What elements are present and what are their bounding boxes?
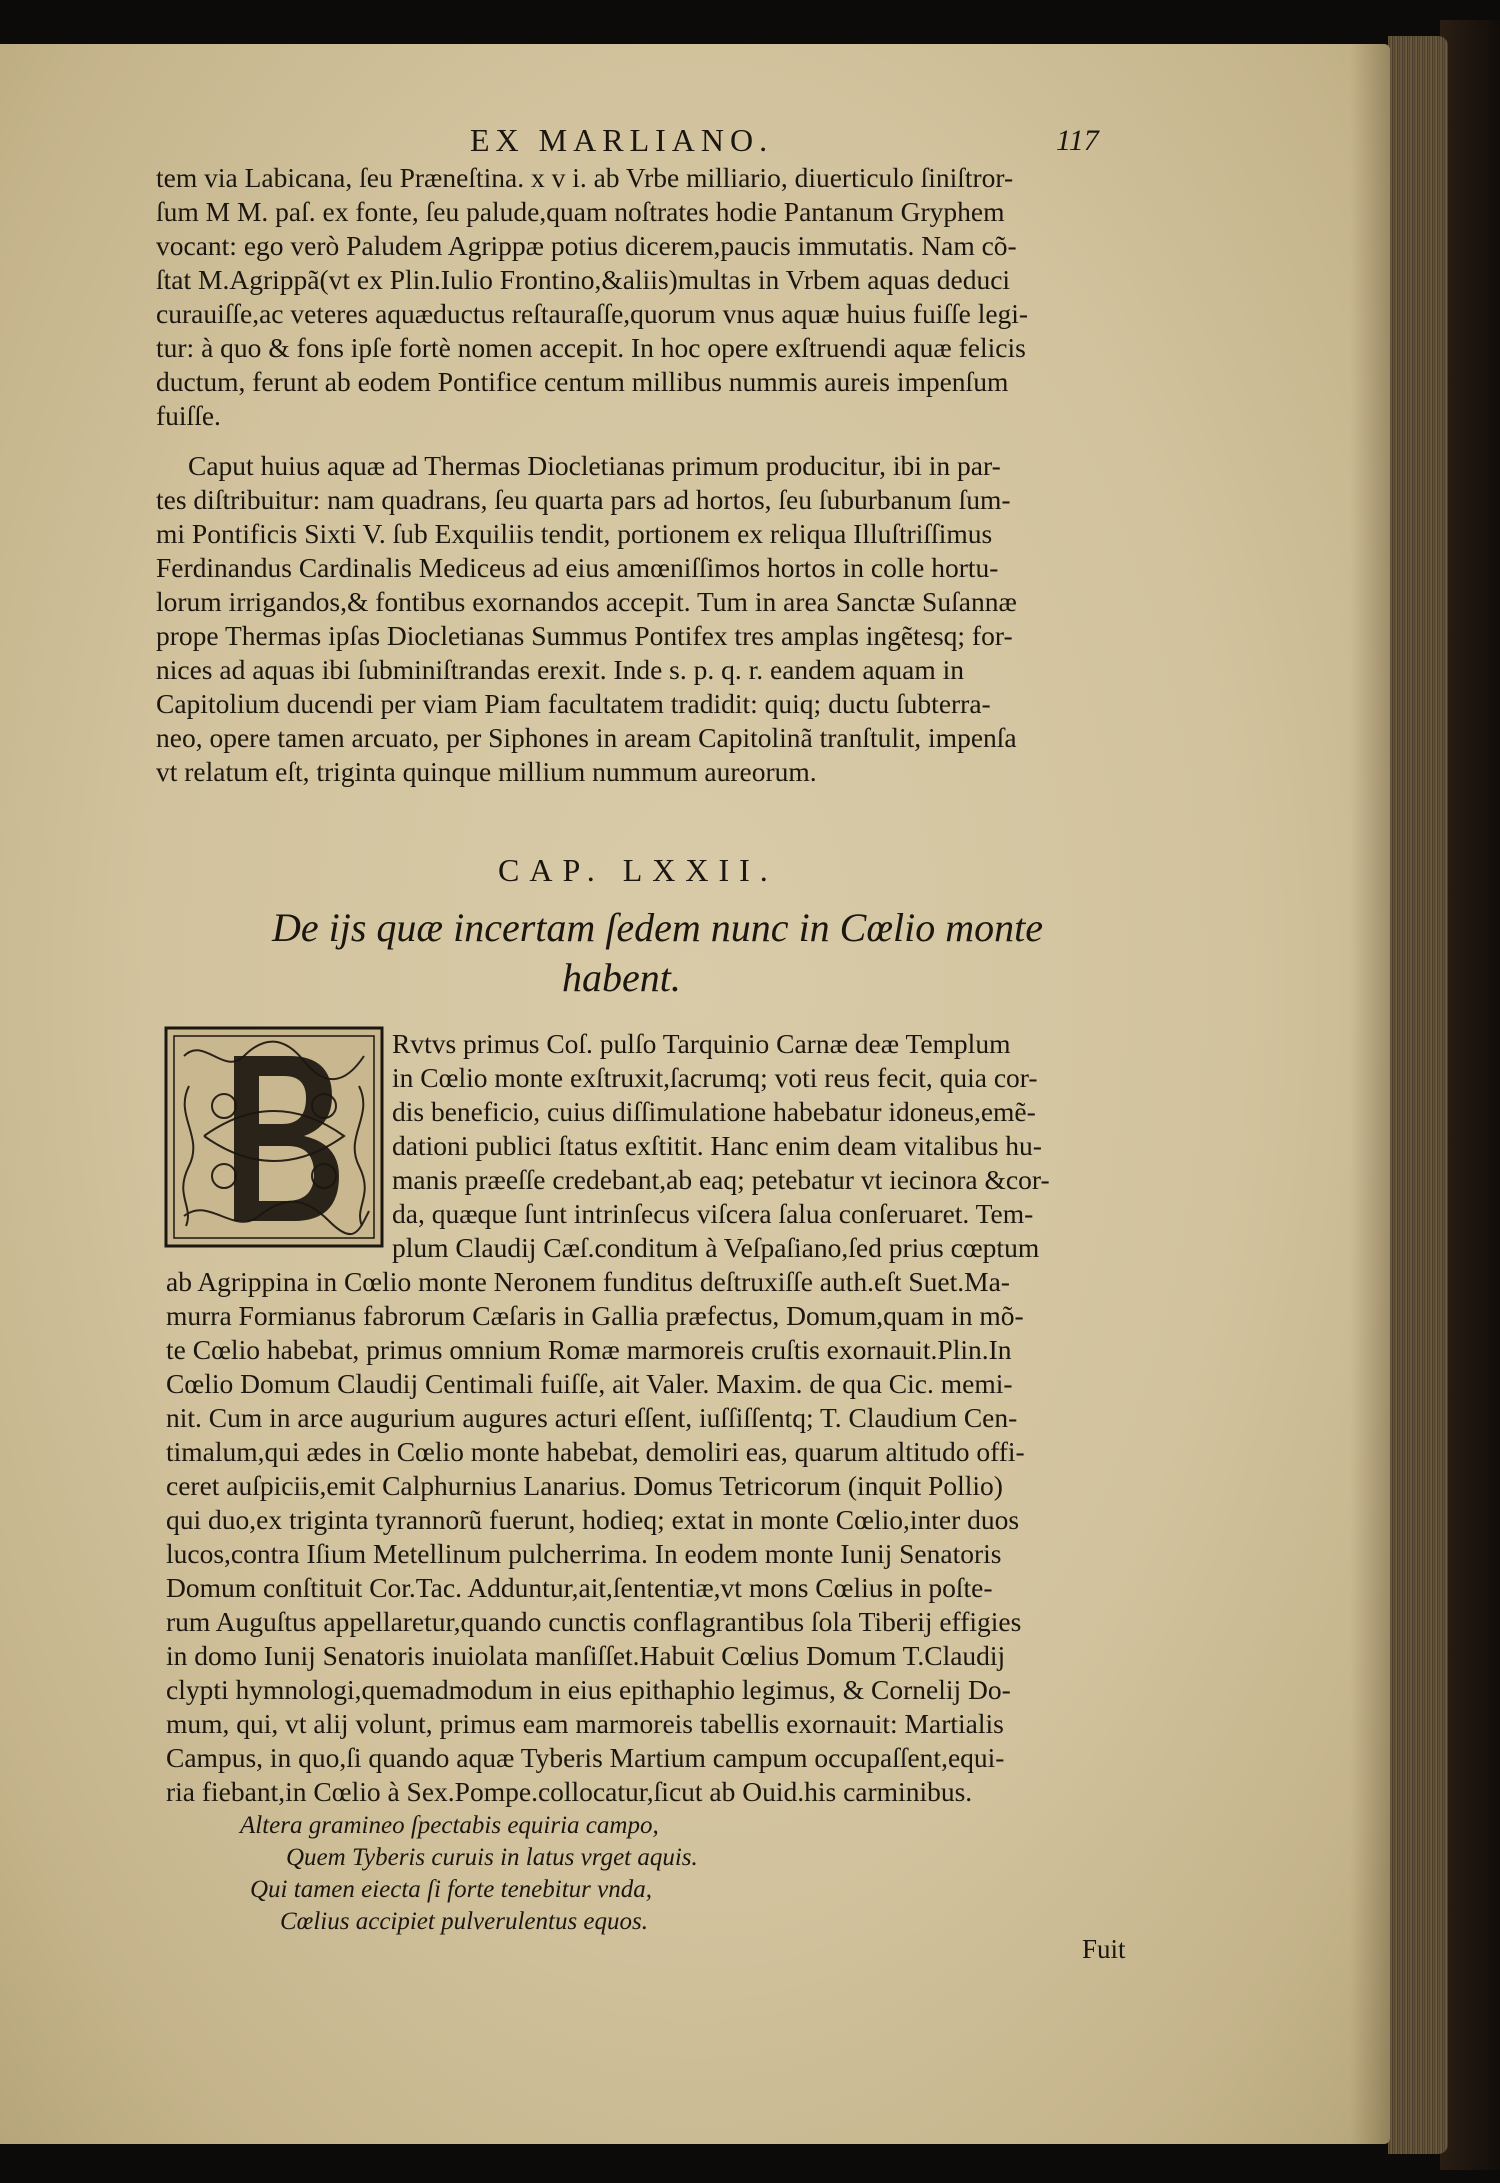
text-line: nices ad aquas ibi ſubminiſtrandas erexit. Inde s. p. q. r. eandem aquam in — [156, 654, 964, 685]
text-line: Cœlio Domum Claudij Centimali fuiſſe, ait Valer. Maxim. de qua Cic. memi- — [166, 1368, 1013, 1399]
text-line: ria fiebant,in Cœlio à Sex.Pompe.collocatur,ſicut ab Ouid.his carminibus. — [166, 1776, 973, 1807]
text-line: Ferdinandus Cardinalis Mediceus ad eius amœniſſimos hortos in colle hortu- — [156, 552, 999, 583]
text-line: Campus, in quo,ſi quando aquæ Tyberis Martium campum occupaſſent,equi- — [166, 1742, 1005, 1773]
page-edges — [1388, 36, 1448, 2154]
text-line: mum, qui, vt alij volunt, primus eam marmoreis tabellis exornauit: Martialis — [166, 1708, 1004, 1739]
text-line: dationi publici ſtatus exſtitit. Hanc enim deam vitalibus hu- — [392, 1130, 1042, 1161]
running-head: EX MARLIANO. — [470, 122, 774, 158]
text-line: lucos,contra Iſium Metellinum pulcherrima. In eodem monte Iunij Senatoris — [166, 1538, 1002, 1569]
text-line: mi Pontificis Sixti V. ſub Exquiliis tendit, portionem ex reliqua Illuſtriſſimus — [156, 518, 993, 549]
text-line: vt relatum eſt, triginta quinque millium nummum aureorum. — [156, 756, 817, 787]
text-line: plum Claudij Cæſ.conditum à Veſpaſiano,ſed prius cœptum — [392, 1232, 1040, 1263]
text-line: Domum conſtituit Cor.Tac. Adduntur,ait,ſententiæ,vt mons Cœlius in poſte- — [166, 1572, 993, 1603]
text-line: curauiſſe,ac veteres aquæductus reſtauraſſe,quorum vnus aquæ huius fuiſſe legi- — [156, 298, 1029, 329]
text-line: lorum irrigandos,& fontibus exornandos accepit. Tum in area Sanctæ Suſannæ — [156, 586, 1017, 617]
book-cover-edge — [1440, 20, 1500, 2170]
text-line: rum Auguſtus appellaretur,quando cunctis conflagrantibus ſola Tiberij effigies — [166, 1606, 1022, 1637]
text-line: in domo Iunij Senatoris inuiolata manſiſſet.Habuit Cœlius Domum T.Claudij — [166, 1640, 1006, 1671]
text-line: clypti hymnologi,quemadmodum in eius epithaphio legimus, & Cornelij Do- — [166, 1674, 1011, 1705]
chapter-subtitle: De ijs quæ incertam ſedem nunc in Cœlio monte — [272, 905, 1044, 950]
text-line: Rvtvs primus Coſ. pulſo Tarquinio Carnæ deæ Templum — [392, 1028, 1011, 1059]
text-line: timalum,qui ædes in Cœlio monte habebat, demoliri eas, quarum altitudo offi- — [166, 1436, 1025, 1467]
text-line: prope Thermas ipſas Diocletianas Summus Pontifex tres amplas ingẽtesq; for- — [156, 620, 1013, 651]
text-line: tur: à quo & fons ipſe fortè nomen accepit. In hoc opere exſtruendi aquæ felicis — [156, 332, 1026, 363]
page-number: 117 — [1056, 124, 1099, 157]
text-line: ab Agrippina in Cœlio monte Neronem funditus deſtruxiſſe auth.eſt Suet.Ma- — [166, 1266, 1010, 1297]
text-line: neo, opere tamen arcuato, per Siphones in aream Capitolinã tranſtulit, impenſa — [156, 722, 1017, 753]
text-line: nit. Cum in arce augurium augures acturi eſſent, iuſſiſſentq; T. Claudium Cen- — [166, 1402, 1018, 1433]
text-line: te Cœlio habebat, primus omnium Romæ marmoreis cruſtis exornauit.Plin.In — [166, 1334, 1012, 1365]
verse-line: Quem Tyberis curuis in latus vrget aquis. — [286, 1844, 698, 1871]
text-line: ſum M M. paſ. ex fonte, ſeu palude,quam noſtrates hodie Pantanum Gryphem — [156, 196, 1005, 227]
text-line: ductum, ferunt ab eodem Pontifice centum millibus nummis aureis impenſum — [156, 366, 1009, 397]
text-line: dis beneficio, cuius diſſimulatione habebatur idoneus,emẽ- — [392, 1096, 1036, 1127]
chapter-label: CAP. LXXII. — [498, 852, 778, 888]
verse-line: Altera gramineo ſpectabis equiria campo, — [240, 1812, 659, 1839]
text-line: Capitolium ducendi per viam Piam facultatem tradidit: quiq; ductu ſubterra- — [156, 688, 991, 719]
text-line: manis præeſſe credebant,ab eaq; petebatur vt iecinora &cor- — [392, 1164, 1050, 1195]
decorated-initial-b — [164, 1026, 384, 1248]
text-line: fuiſſe. — [156, 400, 221, 431]
chapter-subtitle: habent. — [562, 955, 681, 1000]
verse-line: Qui tamen eiecta ſi forte tenebitur vnda, — [250, 1876, 652, 1903]
text-line: Caput huius aquæ ad Thermas Diocletianas primum producitur, ibi in par- — [188, 450, 1001, 481]
text-line: in Cœlio monte exſtruxit,ſacrumq; voti reus fecit, quia cor- — [392, 1062, 1038, 1093]
text-line: qui duo,ex triginta tyrannorũ fuerunt, hodieq; extat in monte Cœlio,inter duos — [166, 1504, 1020, 1535]
text-line: da, quæque ſunt intrinſecus viſcera ſalua conſeruaret. Tem- — [392, 1198, 1034, 1229]
text-line: murra Formianus fabrorum Cæſaris in Gallia præfectus, Domum,quam in mõ- — [166, 1300, 1024, 1331]
text-line: ceret auſpiciis,emit Calphurnius Lanarius. Domus Tetricorum (inquit Pollio) — [166, 1470, 1003, 1501]
text-line: vocant: ego verò Paludem Agrippæ potius dicerem,paucis immutatis. Nam cõ- — [156, 230, 1017, 261]
text-line: tem via Labicana, ſeu Præneſtina. x v i. ab Vrbe milliario, diuerticulo ſiniſtror- — [156, 162, 1014, 193]
catchword: Fuit — [1082, 1934, 1126, 1964]
verse-line: Cœlius accipiet pulverulentus equos. — [280, 1908, 649, 1935]
text-line: tes diſtribuitur: nam quadrans, ſeu quarta pars ad hortos, ſeu ſuburbanum ſum- — [156, 484, 1011, 515]
page-gutter-shadow — [1350, 44, 1390, 2144]
text-line: ſtat M.Agrippã(vt ex Plin.Iulio Frontino,&aliis)multas in Vrbem aquas deduci — [156, 264, 1011, 295]
